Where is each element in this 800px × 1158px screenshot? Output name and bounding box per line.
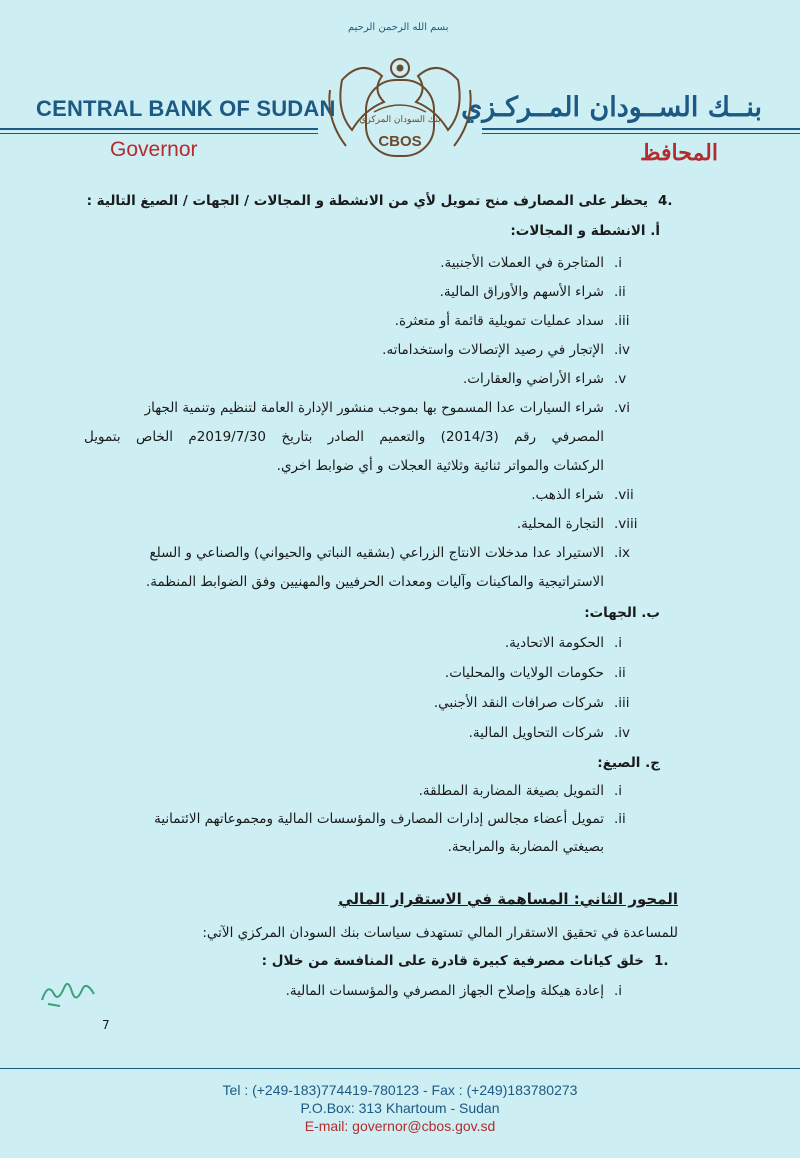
list-item: .iالتمويل بصيغة المضاربة المطلقة. xyxy=(418,783,623,799)
header-rule-right-2 xyxy=(482,133,800,134)
list-item-continuation: بصيغتي المضاربة والمرابحة. xyxy=(447,839,604,855)
list-item: .ivالإتجار في رصيد الإتصالات واستخداماته. xyxy=(382,342,631,358)
bank-name-ar: بنــك الســودان المــركـزي xyxy=(461,92,762,123)
axis-2-point-1: 1.خلق كيانات مصرفية كبيرة قادرة على المنافسة من خلال : xyxy=(261,953,669,969)
signature xyxy=(38,970,98,1010)
header-rule-right xyxy=(482,128,800,130)
bank-name-en: CENTRAL BANK OF SUDAN xyxy=(36,96,336,121)
office-title-en: Governor xyxy=(110,138,198,161)
list-item: .iiiسداد عمليات تمويلية قائمة أو متعثرة. xyxy=(394,313,630,329)
list-item: .iiتمويل أعضاء مجالس إدارات المصارف والمؤسسات المالية ومجموعاتهم الائتمانية xyxy=(154,811,626,827)
seal-text-ar: بنك السودان المركزي xyxy=(359,115,441,125)
list-item: .viشراء السيارات عدا المسموح بها بموجب منشور الإدارة العامة لتنظيم وتنمية الجهاز xyxy=(144,400,631,416)
axis-2-title: المحور الثاني: المساهمة في الاستقرار المالي xyxy=(338,890,678,908)
list-item: .iiiشركات صرافات النقد الأجنبي. xyxy=(433,695,630,711)
basmala: بسم الله الرحمن الرحيم xyxy=(348,22,449,33)
list-item-continuation: المصرفي رقم (2014/3) والتعميم الصادر بتاريخ 2019/7/30م الخاص بتمويل xyxy=(84,429,605,445)
list-item: .iالمتاجرة في العملات الأجنبية. xyxy=(440,255,623,271)
list-item: .vشراء الأراضي والعقارات. xyxy=(463,371,627,387)
header-rule-left-2 xyxy=(0,133,318,134)
seal-text: CBOS xyxy=(378,133,422,150)
axis-2-intro: للمساعدة في تحقيق الاستقرار المالي تستهدف سياسات بنك السودان المركزي الآتي: xyxy=(202,925,678,941)
subsection-a-title: أ. الانشطة و المجالات: xyxy=(510,223,660,239)
list-item: .viiشراء الذهب. xyxy=(531,487,634,503)
list-item: .iiحكومات الولايات والمحليات. xyxy=(444,665,626,681)
office-title-ar: المحافظ xyxy=(640,140,718,166)
footer-rule xyxy=(0,1068,800,1069)
footer-phone-fax: Tel : (+249-183)774419-780123 - Fax : (+249)183780273 xyxy=(222,1082,578,1098)
list-item: .viiiالتجارة المحلية. xyxy=(516,516,638,532)
list-item: .iالحكومة الاتحادية. xyxy=(504,635,623,651)
list-item-continuation: الاستراتيجية والماكينات وآليات ومعدات الحرفيين والمهنيين وفق الضوابط المنظمة. xyxy=(145,574,604,590)
footer-email[interactable]: E-mail: governor@cbos.gov.sd xyxy=(304,1118,496,1134)
footer-address: P.O.Box: 313 Khartoum - Sudan xyxy=(300,1100,500,1116)
list-item: .ixالاستيراد عدا مدخلات الانتاج الزراعي (بشقيه النباتي والحيواني) والصناعي و السلع xyxy=(149,545,631,561)
list-item: .iإعادة هيكلة وإصلاح الجهاز المصرفي والمؤسسات المالية. xyxy=(285,983,623,999)
header-rule-left xyxy=(0,128,318,130)
cbos-seal-logo xyxy=(322,50,478,168)
page-number: 7 xyxy=(102,1018,110,1032)
section-4-heading: 4.يحظر على المصارف منح تمويل لأي من الانشطة و المجالات / الجهات / الصيغ التالية : xyxy=(86,193,673,209)
subsection-c-title: ج. الصيغ: xyxy=(597,755,660,771)
subsection-b-title: ب. الجهات: xyxy=(584,605,660,621)
list-item: .iiشراء الأسهم والأوراق المالية. xyxy=(439,284,626,300)
list-item-continuation: الركشات والمواتر ثنائية وثلاثية العجلات و أي ضوابط اخري. xyxy=(276,458,604,474)
list-item: .ivشركات التحاويل المالية. xyxy=(468,725,631,741)
